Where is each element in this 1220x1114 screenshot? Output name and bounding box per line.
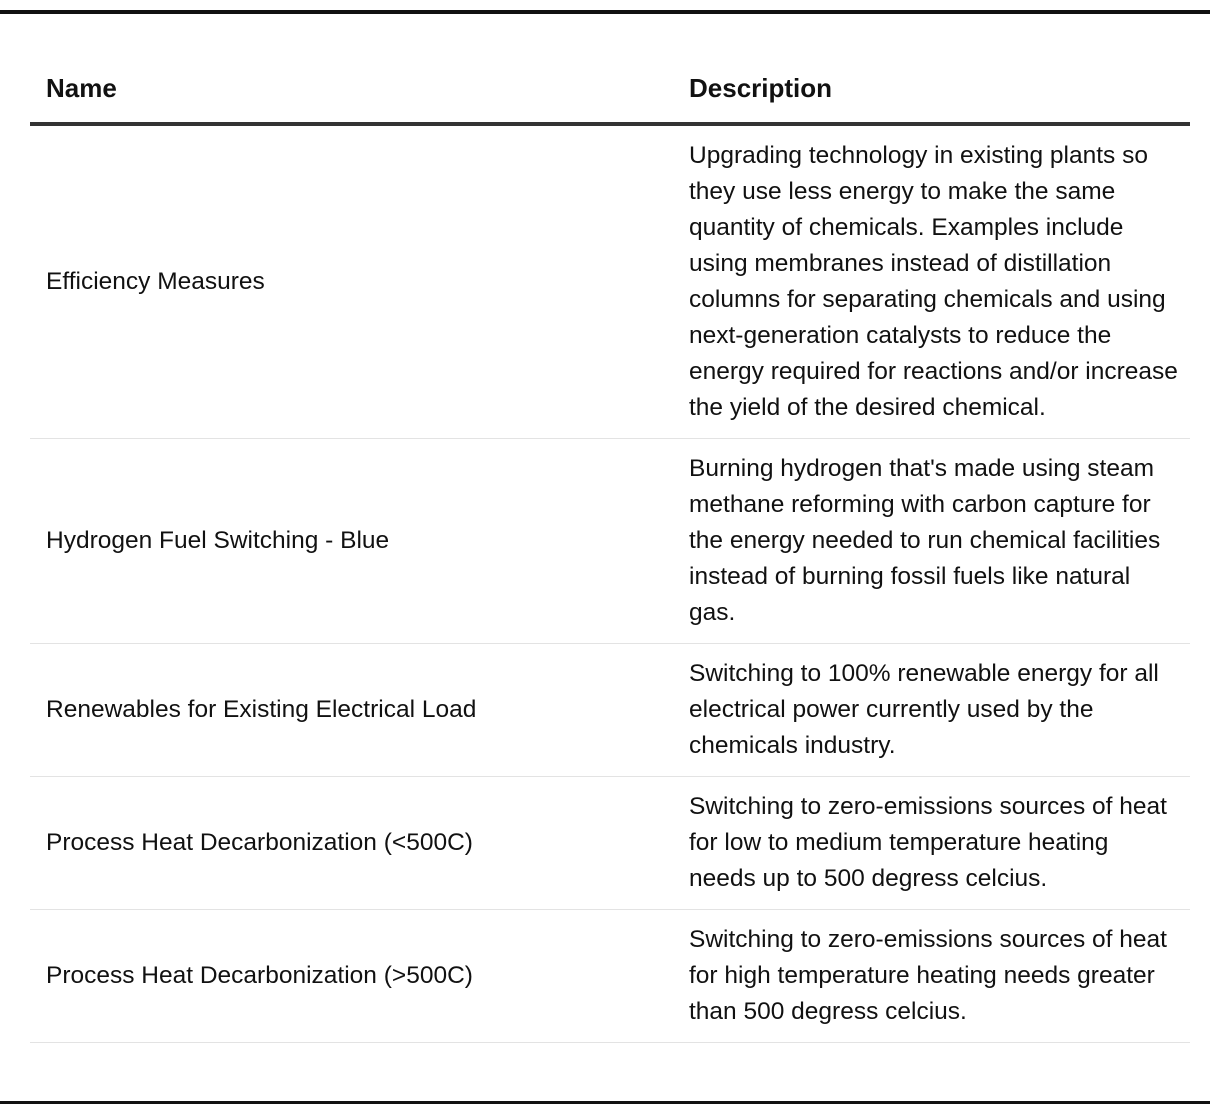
column-header-description: Description	[673, 64, 1190, 124]
column-header-name: Name	[30, 64, 673, 124]
table-body	[30, 124, 1190, 1043]
table-row	[30, 644, 1190, 777]
row-description: Switching to zero-emissions sources of heat for high temperature heating needs greater than 500 degress celcius.	[673, 910, 1190, 1043]
row-name: Process Heat Decarbonization (>500C)	[30, 910, 673, 1043]
table-row	[30, 910, 1190, 1043]
table-row	[30, 777, 1190, 910]
row-name: Process Heat Decarbonization (<500C)	[30, 777, 673, 910]
table-row	[30, 439, 1190, 644]
row-name: Efficiency Measures	[30, 124, 673, 439]
row-description: Upgrading technology in existing plants so they use less energy to make the same quantity of chemicals. Examples include using membranes instead of distillation columns for separating chemicals and using next-generation catalysts to reduce the energy required for reactions and/or increase the yield of the desired chemical.	[673, 124, 1190, 439]
top-rule	[0, 10, 1210, 14]
row-description: Burning hydrogen that's made using steam methane reforming with carbon capture for the energy needed to run chemical facilities instead of burning fossil fuels like natural gas.	[673, 439, 1190, 644]
table-row	[30, 124, 1190, 439]
row-name: Renewables for Existing Electrical Load	[30, 644, 673, 777]
measures-table	[30, 64, 1190, 1043]
header-row	[30, 64, 1190, 124]
row-description: Switching to zero-emissions sources of heat for low to medium temperature heating needs up to 500 degress celcius.	[673, 777, 1190, 910]
table-header	[30, 64, 1190, 124]
bottom-rule	[0, 1101, 1210, 1104]
row-name: Hydrogen Fuel Switching - Blue	[30, 439, 673, 644]
row-description: Switching to 100% renewable energy for all electrical power currently used by the chemicals industry.	[673, 644, 1190, 777]
